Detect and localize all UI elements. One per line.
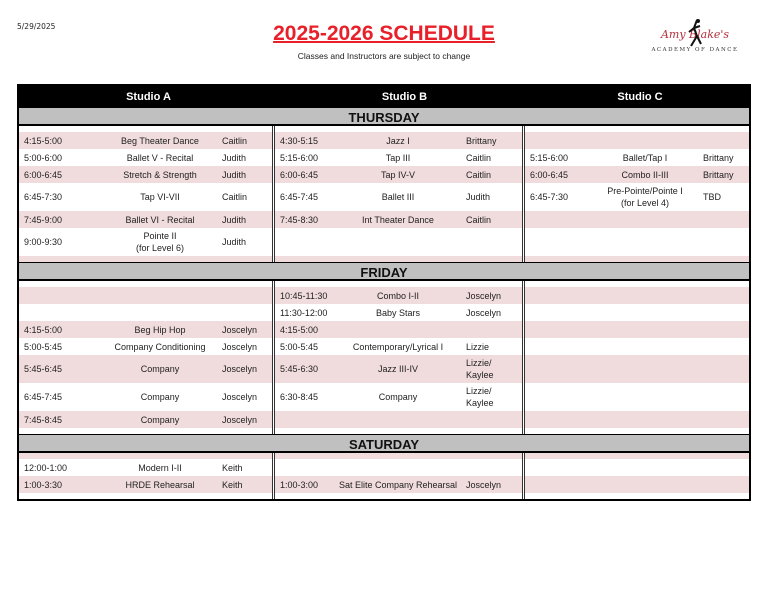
class-row (525, 228, 749, 256)
studio-b-column (275, 453, 525, 499)
class-row (19, 149, 272, 166)
class-time: 5:00-5:45 (280, 341, 319, 352)
class-name: HRDE Rehearsal (125, 479, 195, 490)
class-time: 5:15-6:00 (530, 152, 569, 163)
class-time: 6:45-7:45 (24, 392, 63, 402)
class-row (19, 183, 272, 211)
instructor: Brittany (703, 152, 734, 163)
instructor: Judith (222, 169, 247, 180)
class-row (275, 338, 522, 355)
class-time: 6:45-7:30 (24, 192, 63, 202)
instructor: Joscelyn (466, 479, 502, 490)
class-row (19, 355, 272, 383)
instructor: Lizzie/ Kaylee (466, 386, 494, 408)
day-header-saturday: SATURDAY (19, 434, 749, 453)
class-row (19, 211, 272, 228)
studio-c-column (525, 126, 749, 262)
class-name: Company (140, 364, 180, 374)
class-name: Jazz I (386, 135, 410, 146)
class-row (525, 211, 749, 228)
class-row (275, 476, 522, 493)
studio-c-header: Studio C (617, 90, 663, 103)
spacer (19, 493, 272, 499)
logo-tagline: ACADEMY OF DANCE (651, 47, 739, 53)
class-time: 1:00-3:00 (280, 479, 319, 490)
spacer (525, 256, 749, 262)
class-name: Company (140, 392, 180, 402)
instructor: Joscelyn (466, 290, 502, 301)
class-time: 4:15-5:00 (24, 135, 63, 146)
instructor: Judith (222, 214, 247, 225)
instructor: Joscelyn (222, 324, 258, 335)
class-name: Company (378, 392, 418, 402)
spacer (275, 493, 522, 499)
class-row (525, 383, 749, 411)
instructor: Caitlin (466, 169, 492, 180)
class-row (525, 183, 749, 211)
class-name: Combo I-II (376, 290, 419, 301)
spacer (275, 256, 522, 262)
class-row (525, 338, 749, 355)
class-time: 6:00-6:45 (530, 169, 569, 180)
class-time: 4:30-5:15 (280, 135, 319, 146)
class-row (19, 411, 272, 428)
instructor: TBD (703, 192, 721, 202)
class-time: 4:15-5:00 (24, 324, 63, 335)
instructor: Judith (466, 192, 491, 202)
instructor: Joscelyn (222, 392, 258, 402)
class-row (275, 149, 522, 166)
day-body (19, 281, 749, 434)
class-row (19, 321, 272, 338)
instructor: Joscelyn (222, 364, 258, 374)
schedule-table (17, 84, 751, 501)
class-time: 11:30-12:00 (280, 307, 328, 318)
class-time: 5:00-6:00 (24, 152, 63, 163)
class-name: Beg Hip Hop (134, 324, 186, 335)
spacer (525, 493, 749, 499)
class-row (19, 132, 272, 149)
class-name: Modern I-II (138, 462, 182, 473)
class-time: 5:15-6:00 (280, 152, 319, 163)
class-row (275, 228, 522, 256)
dancer-icon (685, 18, 705, 52)
class-row (275, 304, 522, 321)
instructor: Joscelyn (222, 414, 258, 425)
class-row (525, 149, 749, 166)
day-header-friday: FRIDAY (19, 262, 749, 281)
class-row (275, 211, 522, 228)
class-name: Ballet VI - Recital (125, 214, 195, 225)
class-time: 10:45-11:30 (280, 290, 328, 301)
class-row (19, 166, 272, 183)
instructor: Lizzie/ Kaylee (466, 358, 494, 380)
class-name: Baby Stars (375, 307, 421, 318)
class-name: Pointe II (for Level 6) (135, 231, 185, 253)
class-time: 7:45-9:00 (24, 214, 63, 225)
studio-b-column (275, 281, 525, 434)
instructor: Keith (222, 479, 243, 490)
studio-b-column (275, 126, 525, 262)
class-row (525, 132, 749, 149)
studio-c-column (525, 281, 749, 434)
studio-c-column (525, 453, 749, 499)
class-row (19, 383, 272, 411)
instructor: Caitlin (466, 152, 492, 163)
class-row (19, 228, 272, 256)
class-time: 5:00-5:45 (24, 341, 63, 352)
instructor: Caitlin (222, 135, 248, 146)
class-time: 7:45-8:45 (24, 414, 63, 425)
class-time: 6:30-8:45 (280, 392, 319, 402)
class-name: Company Conditioning (114, 341, 206, 352)
class-name: Tap IV-V (380, 169, 416, 180)
class-time: 6:45-7:45 (280, 192, 319, 202)
spacer (275, 428, 522, 434)
class-row (275, 287, 522, 304)
instructor: Keith (222, 462, 243, 473)
class-name: Beg Theater Dance (121, 135, 199, 146)
class-name: Ballet V - Recital (126, 152, 194, 163)
class-time: 6:00-6:45 (280, 169, 319, 180)
day-body (19, 453, 749, 499)
class-time: 12:00-1:00 (24, 462, 68, 473)
class-time: 1:00-3:30 (24, 479, 63, 490)
studio-a-header: Studio A (126, 90, 171, 103)
class-time: 7:45-8:30 (280, 214, 319, 225)
page-title: 2025-2026 SCHEDULE (273, 22, 495, 45)
class-name: Stretch & Strength (123, 169, 197, 180)
print-date: 5/29/2025 (17, 22, 56, 31)
class-name: Ballet III (381, 192, 415, 202)
class-row (525, 321, 749, 338)
class-row (19, 338, 272, 355)
class-name: Contemporary/Lyrical I (352, 341, 444, 352)
class-name: Combo II-III (621, 169, 669, 180)
class-name: Company (140, 414, 180, 425)
instructor: Judith (222, 152, 247, 163)
class-row (19, 476, 272, 493)
class-row (525, 287, 749, 304)
instructor: Lizzie (466, 341, 490, 352)
studio-a-column (19, 453, 275, 499)
instructor: Caitlin (222, 192, 248, 202)
class-time: 9:00-9:30 (24, 237, 63, 247)
studio-header-row (19, 86, 749, 107)
instructor: Judith (222, 237, 247, 247)
class-time: 6:00-6:45 (24, 169, 63, 180)
studio-a-column (19, 281, 275, 434)
instructor: Brittany (703, 169, 734, 180)
class-row (525, 304, 749, 321)
day-body (19, 126, 749, 262)
class-row (525, 459, 749, 476)
class-name: Tap III (385, 152, 411, 163)
class-time: 5:45-6:30 (280, 364, 319, 374)
class-row (525, 411, 749, 428)
class-row (275, 355, 522, 383)
class-row (525, 166, 749, 183)
class-name: Pre-Pointe/Pointe I (for Level 4) (607, 186, 683, 208)
class-name: Jazz III-IV (377, 364, 418, 374)
class-row (275, 383, 522, 411)
class-name: Ballet/Tap I (622, 152, 668, 163)
class-name: Sat Elite Company Rehearsal (338, 479, 458, 490)
class-row (19, 287, 272, 304)
subtitle: Classes and Instructors are subject to change (297, 51, 471, 61)
studio-b-header: Studio B (381, 90, 428, 103)
instructor: Caitlin (466, 214, 492, 225)
class-row (275, 321, 522, 338)
logo-script: Amy Blake's (660, 28, 730, 41)
class-row (19, 459, 272, 476)
spacer (19, 428, 272, 434)
class-row (275, 183, 522, 211)
class-name: Tap VI-VII (140, 192, 180, 202)
day-header-thursday: THURSDAY (19, 107, 749, 126)
class-time: 5:45-6:45 (24, 364, 63, 374)
spacer (19, 256, 272, 262)
class-row (275, 459, 522, 476)
class-name: Int Theater Dance (362, 214, 434, 225)
class-row (525, 476, 749, 493)
class-row (275, 411, 522, 428)
instructor: Brittany (466, 135, 497, 146)
class-row (19, 304, 272, 321)
class-row (275, 166, 522, 183)
academy-logo (640, 18, 750, 68)
instructor: Joscelyn (222, 341, 258, 352)
class-row (525, 355, 749, 383)
class-time: 4:15-5:00 (280, 324, 319, 335)
instructor: Joscelyn (466, 307, 502, 318)
class-row (275, 132, 522, 149)
class-time: 6:45-7:30 (530, 192, 569, 202)
studio-a-column (19, 126, 275, 262)
spacer (525, 428, 749, 434)
